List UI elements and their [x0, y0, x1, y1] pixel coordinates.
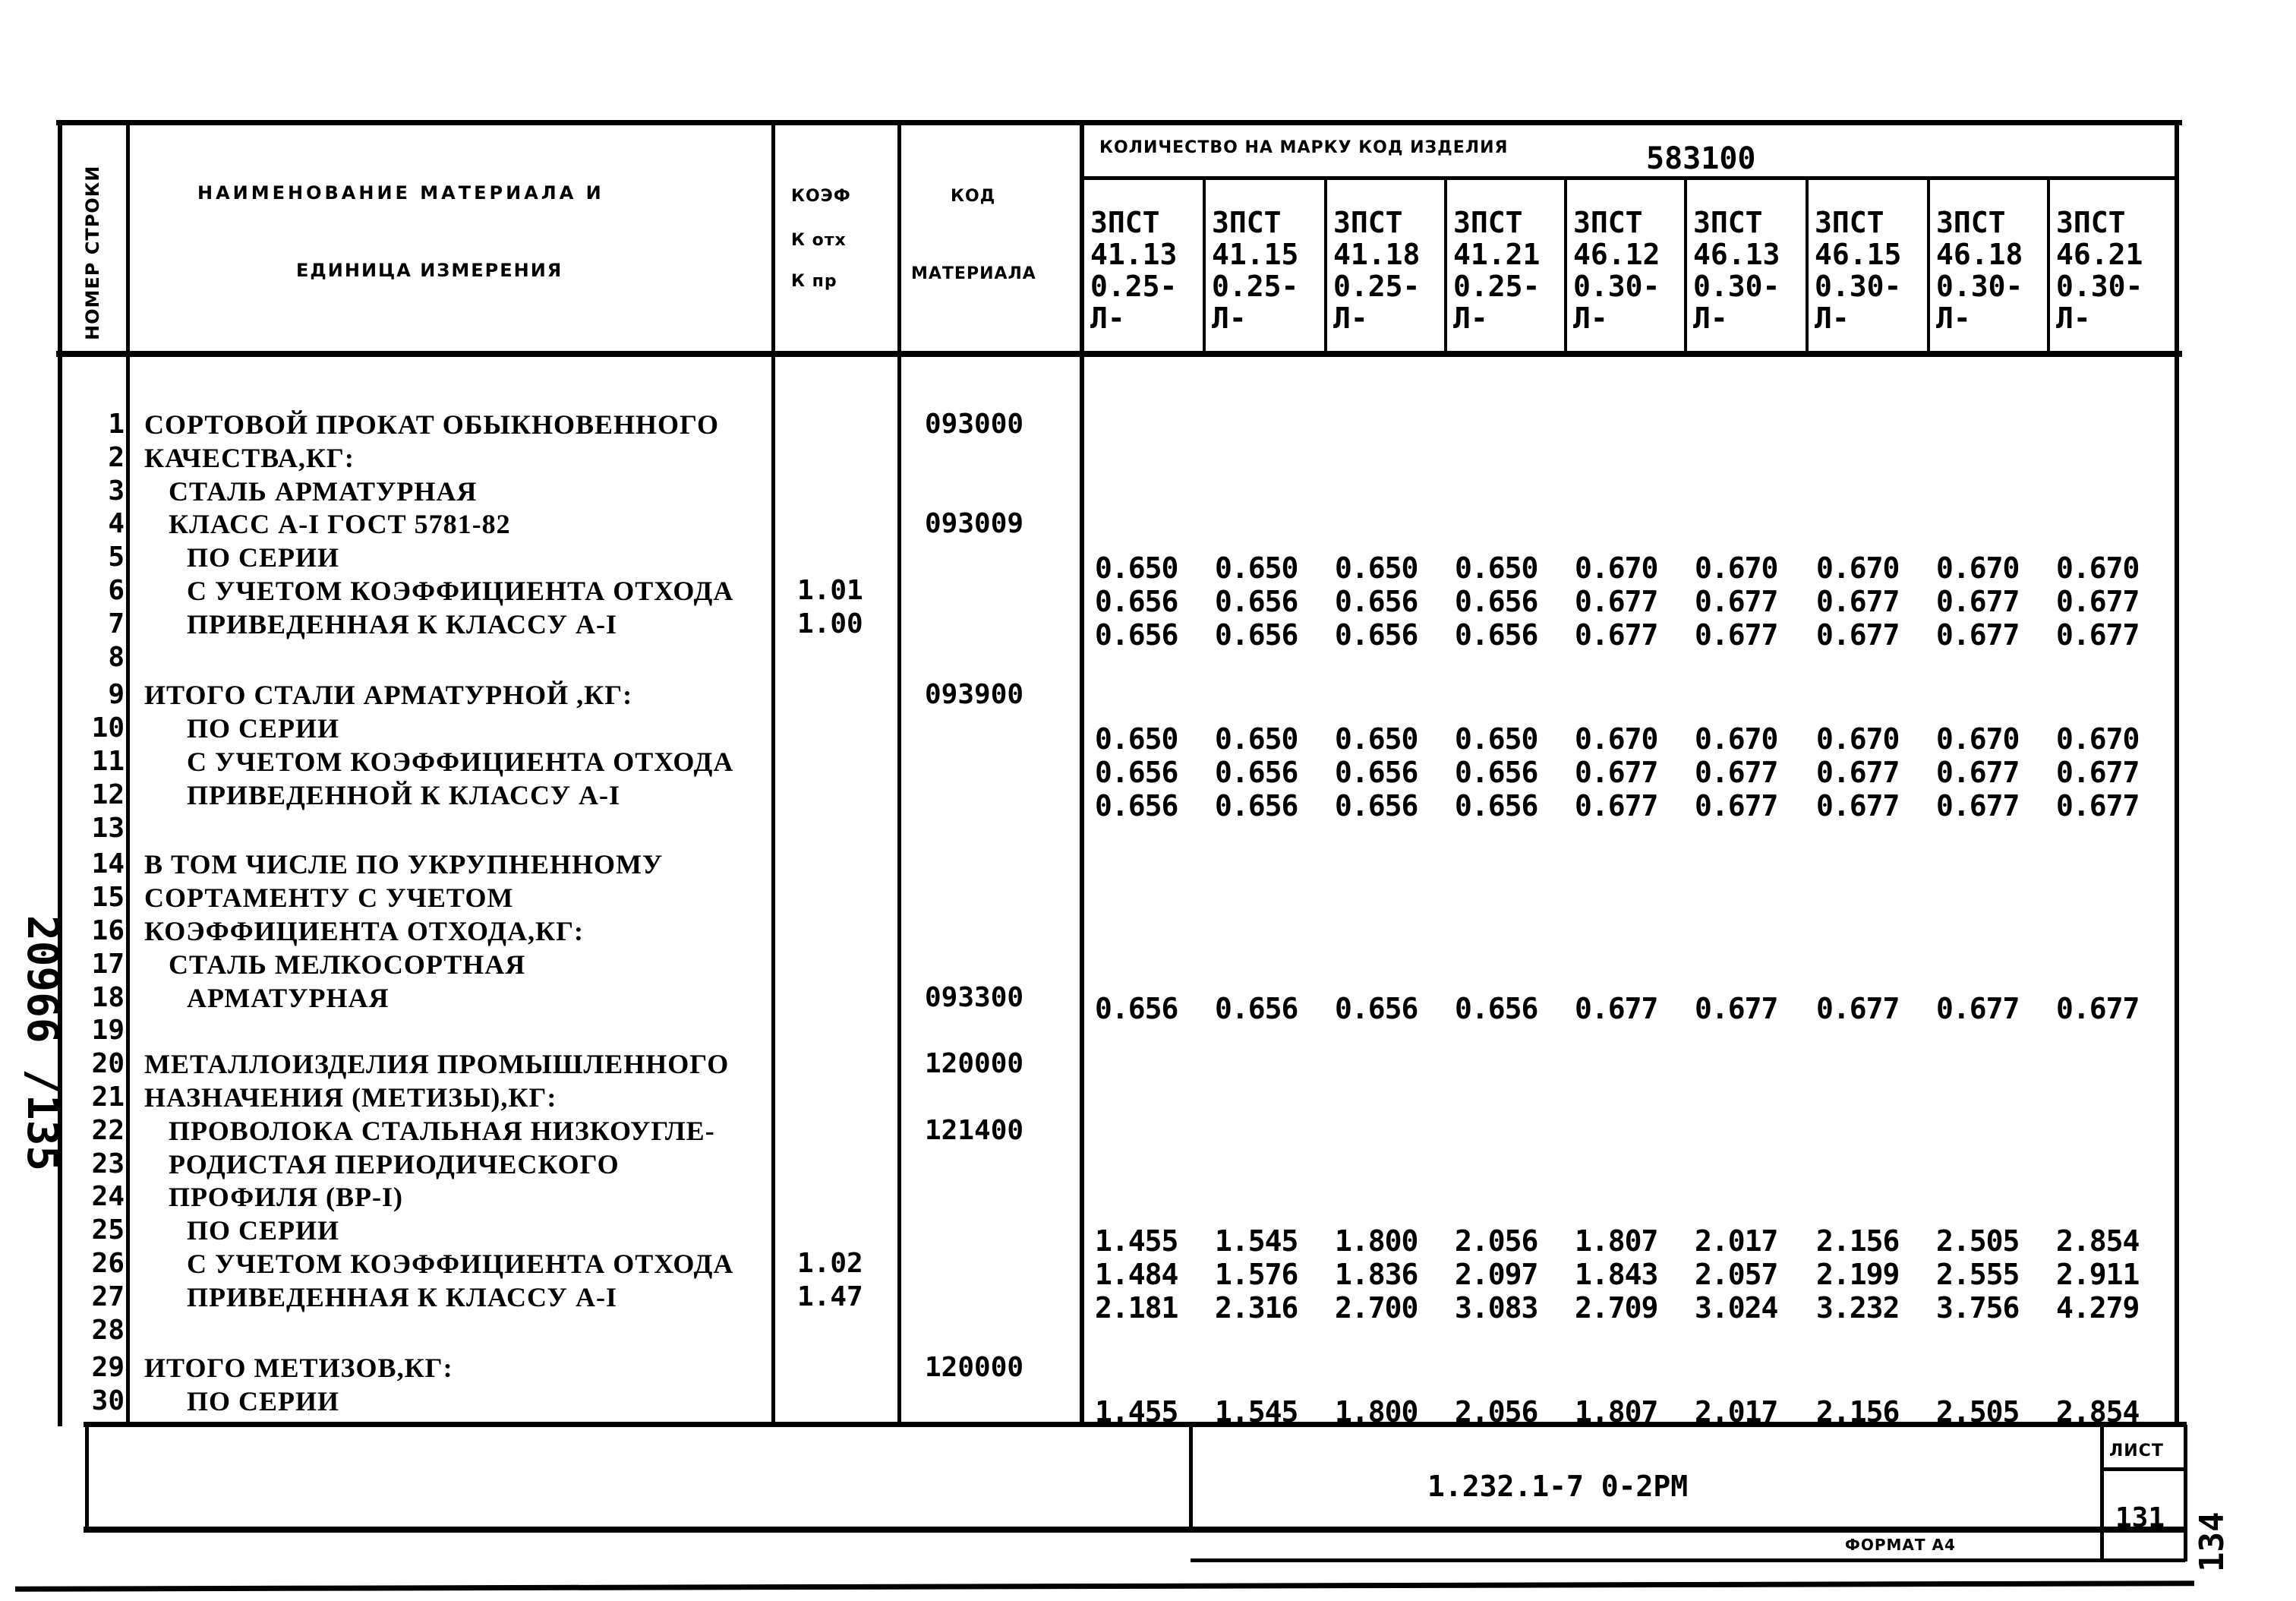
- quantity-value: 2.700: [1335, 1290, 1418, 1325]
- column-header-line: 0.30-: [2056, 270, 2143, 303]
- quantity-value: 0.656: [1455, 991, 1538, 1025]
- stamp-divider: [1189, 1425, 1193, 1530]
- stamp-format-top: [1191, 1527, 2185, 1531]
- column-header-line: ЗПСТ: [2056, 206, 2126, 239]
- row-number: 27: [91, 1280, 125, 1312]
- product-column-header: [1573, 207, 1692, 334]
- quantity-value: 0.677: [1936, 756, 2020, 789]
- stamp-left-border: [85, 1422, 89, 1531]
- quantity-value: 0.677: [1936, 585, 2020, 618]
- quantity-value: 2.056: [1455, 1224, 1538, 1258]
- document-code: 1.232.1-7 0-2РМ: [1427, 1470, 1689, 1503]
- quantity-value: 1.455: [1095, 1224, 1178, 1258]
- row-number: 8: [108, 641, 125, 673]
- material-name: ПРИВЕДЕННАЯ К КЛАССУ А-I: [187, 1281, 617, 1312]
- quantity-value: 1.576: [1215, 1258, 1298, 1291]
- quantity-value: 2.057: [1695, 1258, 1778, 1291]
- row-number: 26: [91, 1248, 125, 1279]
- quantity-value: 0.656: [1335, 756, 1418, 789]
- material-name: ПО СЕРИИ: [187, 1215, 340, 1246]
- coef-header-line1: КОЭФ: [791, 187, 851, 206]
- quantity-value: 0.677: [1816, 788, 1900, 823]
- quantity-value: 0.670: [1575, 551, 1658, 586]
- column-header-line: ЗПСТ: [1212, 206, 1282, 239]
- row-number: 23: [91, 1148, 125, 1179]
- row-number: 7: [108, 608, 125, 639]
- row-number: 17: [91, 948, 125, 980]
- page-number-note: 134: [2193, 1511, 2231, 1572]
- quantity-value: 0.677: [1936, 991, 2020, 1025]
- quantity-value: 2.181: [1095, 1290, 1178, 1325]
- rownum-col-divider: [126, 120, 130, 1425]
- name-header-line2: ЕДИНИЦА ИЗМЕРЕНИЯ: [296, 260, 563, 281]
- product-column-header: [1936, 207, 2055, 334]
- material-name: АРМАТУРНАЯ: [187, 982, 390, 1013]
- material-name: КАЧЕСТВА,КГ:: [144, 442, 355, 473]
- format-label: ФОРМАТ А4: [1845, 1536, 1956, 1554]
- quantity-value: 4.279: [2056, 1290, 2140, 1325]
- row-number: 10: [91, 712, 125, 744]
- sheet-number: 131: [2115, 1502, 2165, 1533]
- row-number: 24: [91, 1181, 125, 1213]
- row-number: 3: [108, 475, 125, 507]
- code-header-line1: КОД: [951, 187, 996, 206]
- row-number: 6: [108, 575, 125, 606]
- name-col-divider: [771, 120, 775, 1425]
- quantity-value: 2.156: [1816, 1395, 1900, 1429]
- quantity-value: 0.656: [1215, 788, 1298, 823]
- row-number: 1: [108, 409, 125, 440]
- quantity-value: 1.545: [1215, 1395, 1298, 1429]
- quantity-value: 0.656: [1335, 991, 1418, 1025]
- row-number: 15: [91, 882, 125, 914]
- product-column-header: [2056, 207, 2175, 334]
- code-col-divider: [1080, 120, 1084, 1425]
- column-header-line: Л-: [1212, 302, 1247, 335]
- material-code: 093000: [925, 409, 1024, 440]
- quantity-value: 1.836: [1335, 1258, 1418, 1291]
- quantity-value: 2.709: [1575, 1290, 1658, 1325]
- sheet-box-right: [2184, 1425, 2187, 1562]
- quantity-value: 1.545: [1215, 1224, 1298, 1258]
- quantity-value: 0.677: [1936, 617, 2020, 652]
- product-column-header: [1453, 207, 1572, 334]
- column-header-line: ЗПСТ: [1573, 206, 1643, 239]
- material-name: ПРОФИЛЯ (ВР-I): [169, 1182, 403, 1213]
- quantity-value: 0.677: [2056, 617, 2140, 652]
- quantity-value: 1.800: [1335, 1224, 1418, 1258]
- quantity-value: 2.097: [1455, 1258, 1538, 1291]
- archive-number-note: 20966 /135: [17, 915, 67, 1172]
- quantity-value: 0.656: [1335, 585, 1418, 618]
- column-header-line: 0.30-: [1573, 270, 1660, 303]
- row-number: 30: [91, 1385, 125, 1417]
- code-header-line2: МАТЕРИАЛА: [911, 264, 1036, 283]
- quantity-value: 0.677: [1695, 788, 1778, 823]
- quantity-value: 0.677: [1575, 617, 1658, 652]
- row-number: 2: [108, 441, 125, 473]
- row-number: 14: [91, 848, 125, 880]
- quantity-value: 0.677: [2056, 991, 2140, 1025]
- quantity-value: 0.670: [1936, 551, 2020, 586]
- sheet-box-divider: [2102, 1467, 2187, 1471]
- quantity-value: 1.800: [1335, 1395, 1418, 1429]
- quantity-value: 0.650: [1095, 722, 1178, 756]
- column-header-line: 0.25-: [1453, 270, 1541, 303]
- product-column-header: [1090, 207, 1209, 334]
- quantity-value: 1.807: [1575, 1224, 1658, 1258]
- quantity-value: 0.677: [1575, 585, 1658, 618]
- quantity-value: 2.199: [1816, 1258, 1900, 1291]
- column-header-line: ЗПСТ: [1333, 206, 1403, 239]
- quantity-value: 2.056: [1455, 1395, 1538, 1429]
- column-header-line: 46.13: [1693, 238, 1780, 271]
- quantity-value: 2.316: [1215, 1290, 1298, 1325]
- column-header-line: 0.25-: [1212, 270, 1299, 303]
- material-name: СТАЛЬ АРМАТУРНАЯ: [169, 475, 478, 507]
- quantity-value: 1.807: [1575, 1395, 1658, 1429]
- quantity-value: 0.656: [1455, 585, 1538, 618]
- row-number: 28: [91, 1314, 125, 1346]
- column-header-line: 46.12: [1573, 238, 1660, 271]
- row-number: 9: [108, 679, 125, 711]
- quantity-value: 0.656: [1215, 991, 1298, 1025]
- row-number: 18: [91, 981, 125, 1013]
- quantity-value: 0.670: [1936, 722, 2020, 756]
- coefficient: 1.01: [797, 575, 863, 606]
- material-name: СТАЛЬ МЕЛКОСОРТНАЯ: [169, 949, 526, 980]
- column-header-line: 41.18: [1333, 238, 1421, 271]
- material-name: СОРТАМЕНТУ С УЧЕТОМ: [144, 883, 514, 914]
- quantity-value: 2.854: [2056, 1395, 2140, 1429]
- quantity-value: 0.656: [1215, 585, 1298, 618]
- quantity-value: 0.656: [1095, 788, 1178, 823]
- row-number: 13: [91, 812, 125, 844]
- material-name: ИТОГО СТАЛИ АРМАТУРНОЙ ,КГ:: [144, 680, 633, 711]
- material-code: 093300: [925, 981, 1024, 1013]
- product-code: 583100: [1646, 141, 1756, 176]
- material-name: ПРОВОЛОКА СТАЛЬНАЯ НИЗКОУГЛЕ-: [169, 1115, 715, 1146]
- quantity-value: 0.650: [1335, 551, 1418, 586]
- material-name: РОДИСТАЯ ПЕРИОДИЧЕСКОГО: [169, 1148, 620, 1179]
- column-header-line: Л-: [1573, 302, 1608, 335]
- column-header-line: 41.13: [1090, 238, 1178, 271]
- material-name: С УЧЕТОМ КОЭФФИЦИЕНТА ОТХОДА: [187, 576, 734, 606]
- quantity-value: 0.670: [1695, 722, 1778, 756]
- quantity-value: 3.083: [1455, 1290, 1538, 1325]
- quantity-value: 0.650: [1455, 722, 1538, 756]
- column-header-line: Л-: [1090, 302, 1125, 335]
- column-header-line: 0.25-: [1090, 270, 1178, 303]
- row-number: 21: [91, 1082, 125, 1113]
- row-number: 22: [91, 1114, 125, 1146]
- quantity-value: 0.656: [1095, 756, 1178, 789]
- quantity-value: 0.677: [1816, 756, 1900, 789]
- material-name: С УЧЕТОМ КОЭФФИЦИЕНТА ОТХОДА: [187, 747, 734, 777]
- sheet-label: ЛИСТ: [2109, 1442, 2164, 1460]
- coef-header-line2: К отх: [791, 231, 847, 250]
- quantity-value: 0.656: [1455, 756, 1538, 789]
- quantity-value: 0.656: [1215, 756, 1298, 789]
- page-bottom-rule: [15, 1580, 2194, 1592]
- column-header-line: Л-: [2056, 302, 2091, 335]
- material-name: ПО СЕРИИ: [187, 1386, 340, 1417]
- material-code: 121400: [925, 1114, 1024, 1146]
- quantity-value: 1.484: [1095, 1258, 1178, 1291]
- product-column-header: [1815, 207, 1933, 334]
- quantity-value: 2.017: [1695, 1395, 1778, 1429]
- column-header-line: ЗПСТ: [1693, 206, 1763, 239]
- quantity-value: 0.650: [1455, 551, 1538, 586]
- column-header-line: ЗПСТ: [1936, 206, 2006, 239]
- quantity-value: 0.656: [1335, 788, 1418, 823]
- material-name: ИТОГО МЕТИЗОВ,КГ:: [144, 1353, 453, 1384]
- quantity-value: 0.656: [1455, 617, 1538, 652]
- quantity-value: 0.677: [1695, 756, 1778, 789]
- coefficient: 1.47: [797, 1280, 863, 1312]
- quantity-value: 0.677: [1575, 991, 1658, 1025]
- material-code: 093009: [925, 508, 1024, 540]
- column-header-line: 46.21: [2056, 238, 2143, 271]
- quantity-value: 2.505: [1936, 1395, 2020, 1429]
- coefficient: 1.02: [797, 1248, 863, 1279]
- quantity-value: 0.677: [1575, 756, 1658, 789]
- material-name: С УЧЕТОМ КОЭФФИЦИЕНТА ОТХОДА: [187, 1249, 734, 1279]
- quantity-value: 1.843: [1575, 1258, 1658, 1291]
- column-header-line: Л-: [1453, 302, 1488, 335]
- row-number: 5: [108, 542, 125, 573]
- column-header-line: Л-: [1693, 302, 1728, 335]
- quantity-value: 0.670: [1575, 722, 1658, 756]
- sheet-box-left: [2100, 1425, 2104, 1562]
- quantity-value: 0.677: [1695, 617, 1778, 652]
- name-header-line1: НАИМЕНОВАНИЕ МАТЕРИАЛА И: [197, 182, 604, 204]
- row-number: 29: [91, 1352, 125, 1384]
- coef-header-line3: К пр: [791, 272, 837, 291]
- material-name: ПРИВЕДЕННАЯ К КЛАССУ А-I: [187, 608, 617, 639]
- column-header-line: 41.21: [1453, 238, 1541, 271]
- material-name: ПО СЕРИИ: [187, 713, 340, 744]
- quantity-value: 0.677: [1695, 991, 1778, 1025]
- quantity-header-divider: [1082, 176, 2179, 180]
- quantity-value: 2.911: [2056, 1258, 2140, 1291]
- product-column-header: [1333, 207, 1452, 334]
- row-number-header: НОМЕР СТРОКИ: [82, 165, 103, 340]
- quantity-value: 0.656: [1095, 585, 1178, 618]
- quantity-value: 2.156: [1816, 1224, 1900, 1258]
- row-number: 12: [91, 778, 125, 810]
- row-number: 4: [108, 508, 125, 540]
- column-header-line: ЗПСТ: [1815, 206, 1884, 239]
- quantity-value: 0.656: [1095, 617, 1178, 652]
- quantity-value: 2.017: [1695, 1224, 1778, 1258]
- coef-col-divider: [897, 120, 901, 1425]
- column-header-line: 46.18: [1936, 238, 2023, 271]
- quantity-value: 0.670: [2056, 722, 2140, 756]
- column-header-line: 46.15: [1815, 238, 1902, 271]
- row-number: 20: [91, 1048, 125, 1080]
- coefficient: 1.00: [797, 608, 863, 639]
- column-header-line: 0.30-: [1815, 270, 1902, 303]
- row-number: 11: [91, 746, 125, 777]
- quantity-value: 0.656: [1455, 788, 1538, 823]
- product-column-header: [1693, 207, 1812, 334]
- quantity-value: 0.650: [1215, 551, 1298, 586]
- product-column-header: [1212, 207, 1330, 334]
- quantity-value: 2.555: [1936, 1258, 2020, 1291]
- quantity-value: 0.650: [1095, 551, 1178, 586]
- material-name: ПО СЕРИИ: [187, 542, 340, 573]
- column-header-line: Л-: [1936, 302, 1971, 335]
- column-header-line: 0.30-: [1693, 270, 1780, 303]
- quantity-value: 0.677: [1695, 585, 1778, 618]
- quantity-value: 2.505: [1936, 1224, 2020, 1258]
- quantity-value: 0.677: [2056, 788, 2140, 823]
- quantity-value: 1.455: [1095, 1395, 1178, 1429]
- column-header-line: ЗПСТ: [1453, 206, 1523, 239]
- material-name: МЕТАЛЛОИЗДЕЛИЯ ПРОМЫШЛЕННОГО: [144, 1049, 730, 1080]
- row-number: 19: [91, 1015, 125, 1047]
- column-header-line: 0.30-: [1936, 270, 2023, 303]
- column-header-line: 41.15: [1212, 238, 1299, 271]
- quantity-value: 0.670: [1816, 722, 1900, 756]
- quantity-value: 0.670: [1695, 551, 1778, 586]
- material-code: 093900: [925, 679, 1024, 711]
- material-code: 120000: [925, 1048, 1024, 1080]
- material-name: КЛАСС А-I ГОСТ 5781-82: [169, 509, 511, 540]
- column-header-line: Л-: [1815, 302, 1850, 335]
- quantity-value: 0.656: [1215, 617, 1298, 652]
- material-name: В ТОМ ЧИСЛЕ ПО УКРУПНЕННОМУ: [144, 849, 664, 880]
- material-code: 120000: [925, 1352, 1024, 1384]
- quantity-value: 0.677: [2056, 756, 2140, 789]
- quantity-value: 3.024: [1695, 1290, 1778, 1325]
- quantity-value: 0.677: [1816, 991, 1900, 1025]
- quantity-value: 0.677: [1575, 788, 1658, 823]
- quantity-value: 0.650: [1215, 722, 1298, 756]
- quantity-value: 0.677: [2056, 585, 2140, 618]
- material-name: СОРТОВОЙ ПРОКАТ ОБЫКНОВЕННОГО: [144, 409, 720, 440]
- material-name: ПРИВЕДЕННОЙ К КЛАССУ А-I: [187, 779, 620, 810]
- column-header-line: 0.25-: [1333, 270, 1421, 303]
- material-name: КОЭФФИЦИЕНТА ОТХОДА,КГ:: [144, 916, 585, 946]
- quantity-value: 0.677: [1936, 788, 2020, 823]
- material-name: НАЗНАЧЕНИЯ (МЕТИЗЫ),КГ:: [144, 1082, 557, 1113]
- column-header-line: ЗПСТ: [1090, 206, 1160, 239]
- row-number: 25: [91, 1214, 125, 1246]
- quantity-value: 0.670: [1816, 551, 1900, 586]
- quantity-value: 0.677: [1816, 617, 1900, 652]
- quantity-value: 0.656: [1335, 617, 1418, 652]
- header-bottom-border: [56, 351, 2182, 357]
- table-top-border: [56, 120, 2182, 125]
- quantity-value: 3.756: [1936, 1290, 2020, 1325]
- quantity-header: КОЛИЧЕСТВО НА МАРКУ КОД ИЗДЕЛИЯ: [1099, 138, 1509, 157]
- quantity-value: 0.670: [2056, 551, 2140, 586]
- quantity-value: 3.232: [1816, 1290, 1900, 1325]
- column-header-line: Л-: [1333, 302, 1368, 335]
- stamp-format-bottom: [1191, 1558, 2185, 1562]
- row-number: 16: [91, 915, 125, 946]
- quantity-value: 0.650: [1335, 722, 1418, 756]
- quantity-value: 2.854: [2056, 1224, 2140, 1258]
- quantity-value: 0.677: [1816, 585, 1900, 618]
- quantity-value: 0.656: [1095, 991, 1178, 1025]
